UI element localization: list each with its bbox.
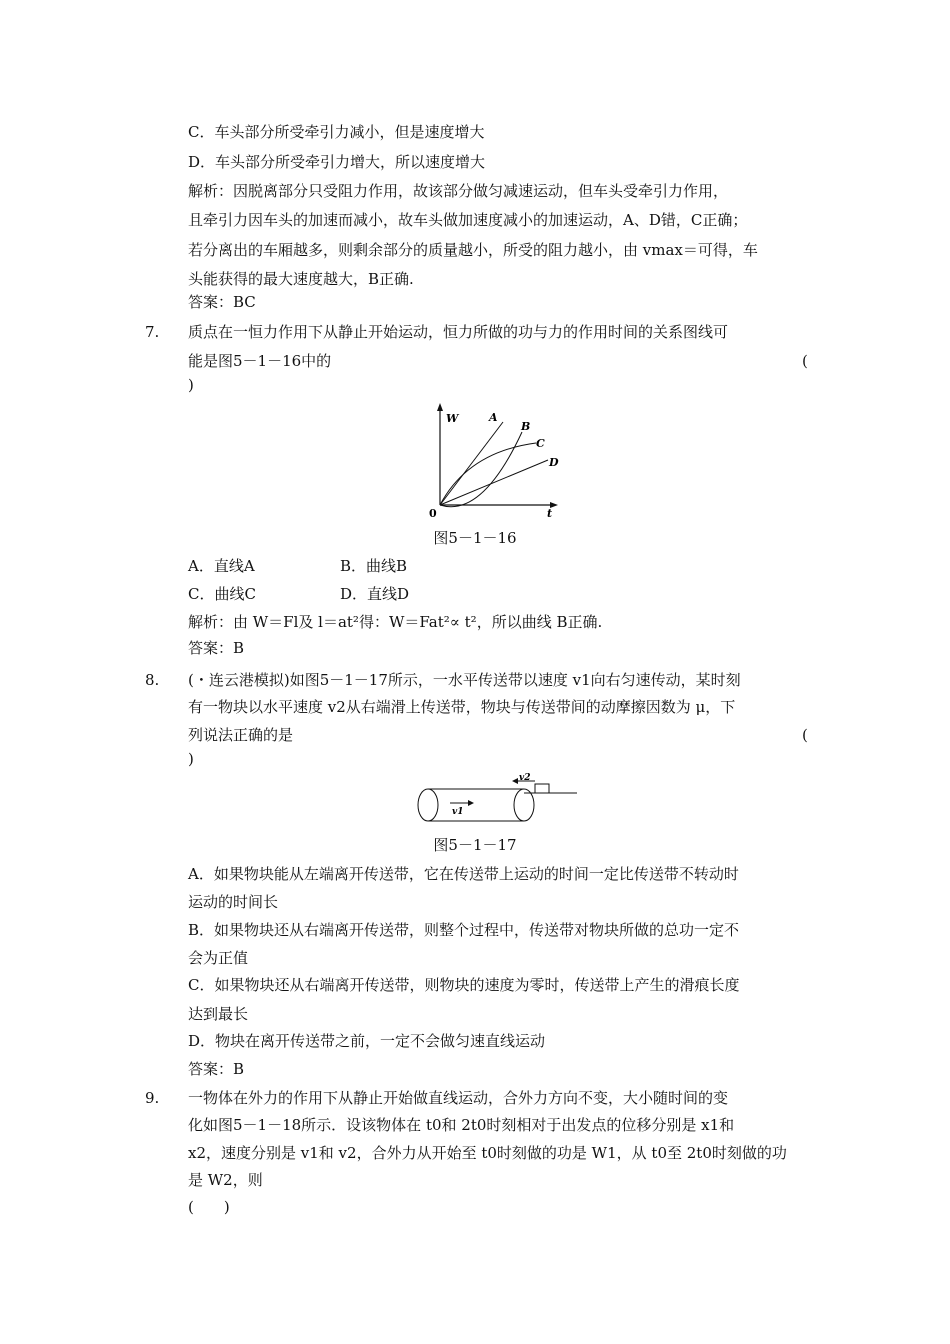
q7-curve-d [440, 460, 548, 505]
q8-option-b-line-1: B．如果物块还从右端离开传送带，则整个过程中，传送带对物块所做的总功一定不 [188, 921, 740, 939]
q9-number: 9. [145, 1089, 160, 1107]
q9-stem-line-1: 一物体在外力的作用下从静止开始做直线运动，合外力方向不变，大小随时间的变 [188, 1089, 729, 1107]
q7-option-c: C．曲线C [188, 585, 256, 603]
q8-stem-line-3: 列说法正确的是 [188, 726, 294, 744]
q8-block [535, 784, 549, 793]
q7-origin-label: 0 [429, 507, 437, 520]
q8-stem-line-2: 有一物块以水平速度 v2从右端滑上传送带，物块与传送带间的动摩擦因数为 μ，下 [188, 698, 736, 716]
q8-option-b-line-2: 会为正值 [188, 949, 249, 967]
q7-stem-line-1: 质点在一恒力作用下从静止开始运动，恒力所做的功与力的作用时间的关系图线可 [188, 323, 729, 341]
q8-v2-arrowhead [512, 778, 518, 784]
q8-option-c-line-2: 达到最长 [188, 1005, 249, 1023]
q8-answer: 答案：B [188, 1060, 245, 1078]
q7-curve-c [440, 443, 536, 505]
q6-analysis-line-4: 头能获得的最大速度越大，B正确. [188, 270, 414, 288]
q8-stem-line-1: (・连云港模拟)如图5－1－17所示，一水平传送带以速度 v1向右匀速传动，某时刻 [188, 671, 741, 689]
q7-figure-graph [420, 400, 570, 525]
q8-figure-conveyor [412, 772, 582, 827]
q7-y-label: W [446, 412, 459, 425]
q7-curve-a [440, 422, 503, 505]
q7-x-label: t [547, 507, 553, 520]
q9-stem-line-3: x2，速度分别是 v1和 v2，合外力从开始至 t0时刻做的功是 W1，从 t0至 2t0时刻做的功 [188, 1144, 787, 1162]
q7-figure-caption: 图5－1－16 [433, 529, 517, 547]
q8-v1-label: v1 [452, 807, 464, 817]
q6-option-c: C．车头部分所受牵引力减小，但是速度增大 [188, 123, 485, 141]
q7-stem-line-2: 能是图5－1－16中的 [188, 352, 332, 370]
q8-answer-paren-open: ( [802, 726, 808, 744]
q6-analysis-line-1: 解析：因脱离部分只受阻力作用，故该部分做匀减速运动，但车头受牵引力作用， [188, 182, 729, 200]
q8-v2-label: v2 [519, 773, 531, 783]
q7-option-b: B．曲线B [340, 557, 408, 575]
q6-answer: 答案：BC [188, 293, 256, 311]
q6-analysis-line-2: 且牵引力因车头的加速而减小，故车头做加速度减小的加速运动，A、D错，C正确； [188, 211, 748, 229]
q8-option-d: D．物块在离开传送带之前，一定不会做匀速直线运动 [188, 1032, 546, 1050]
q7-option-d: D．直线D [340, 585, 410, 603]
q8-option-c-line-1: C．如果物块还从右端离开传送带，则物块的速度为零时，传送带上产生的滑痕长度 [188, 976, 740, 994]
q9-stem-line-4: 是 W2，则 [188, 1171, 263, 1189]
q7-option-a: A．直线A [188, 557, 255, 575]
q9-answer-paren: ( ) [188, 1198, 230, 1216]
q8-option-a-line-1: A．如果物块能从左端离开传送带，它在传送带上运动的时间一定比传送带不转动时 [188, 865, 739, 883]
q8-right-roller [514, 789, 534, 821]
q7-answer-paren-open: ( [802, 352, 808, 370]
q6-analysis-line-3: 若分离出的车厢越多，则剩余部分的质量越小，所受的阻力越小，由 vmax＝可得，车 [188, 241, 758, 259]
q8-figure-caption: 图5－1－17 [433, 836, 517, 854]
q9-stem-line-2: 化如图5－1－18所示．设该物体在 t0和 2t0时刻相对于出发点的位移分别是 x1和 [188, 1116, 735, 1134]
q7-answer: 答案：B [188, 639, 245, 657]
q7-y-axis-arrow [437, 403, 443, 411]
q8-answer-paren-close: ) [188, 750, 194, 768]
q7-number: 7. [145, 323, 160, 341]
q7-analysis: 解析：由 W＝Fl及 l＝at²得：W＝Fat²∝ t²，所以曲线 B正确. [188, 613, 603, 631]
q8-option-a-line-2: 运动的时间长 [188, 893, 279, 911]
q6-option-d: D．车头部分所受牵引力增大，所以速度增大 [188, 153, 486, 171]
q7-curve-label-d: D [549, 456, 559, 469]
q7-curve-label-a: A [489, 411, 498, 424]
q8-left-roller [418, 789, 438, 821]
q7-curve-b [440, 432, 522, 507]
q8-number: 8. [145, 671, 160, 689]
q8-v1-arrowhead [468, 800, 474, 806]
q7-curve-label-c: C [536, 437, 545, 450]
q7-curve-label-b: B [521, 420, 531, 433]
q7-answer-paren-close: ) [188, 376, 194, 394]
